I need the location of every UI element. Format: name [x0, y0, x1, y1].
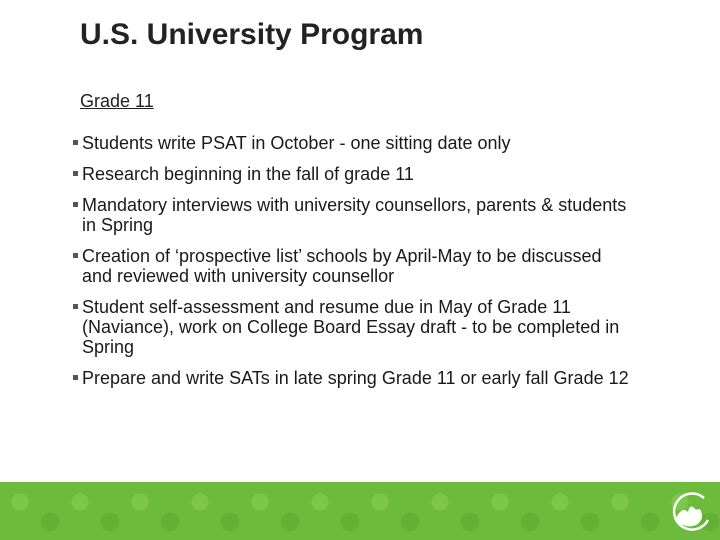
- bullet-icon: [73, 202, 78, 207]
- bullet-item: Creation of ‘prospective list’ schools by April-May to be discussed and reviewed with university counsellor: [73, 246, 633, 286]
- bullet-icon: [73, 375, 78, 380]
- bullet-icon: [73, 253, 78, 258]
- slide-subtitle: Grade 11: [80, 91, 154, 111]
- bullet-item: Research beginning in the fall of grade 11: [73, 164, 633, 184]
- slide-title: U.S. University Program: [80, 18, 424, 51]
- bullet-item: Mandatory interviews with university counsellors, parents & students in Spring: [73, 195, 633, 235]
- bullet-item: Student self-assessment and resume due in May of Grade 11 (Naviance), work on College Board Essay draft - to be completed in Spring: [73, 297, 633, 357]
- bullet-icon: [73, 171, 78, 176]
- bullet-icon: [73, 304, 78, 309]
- footer-band: [0, 482, 720, 540]
- bullet-icon: [73, 140, 78, 145]
- leaf-logo-icon: [668, 490, 712, 534]
- bullet-list: [73, 133, 633, 399]
- bullet-item: Prepare and write SATs in late spring Grade 11 or early fall Grade 12: [73, 368, 633, 388]
- bullet-item: Students write PSAT in October - one sitting date only: [73, 133, 633, 153]
